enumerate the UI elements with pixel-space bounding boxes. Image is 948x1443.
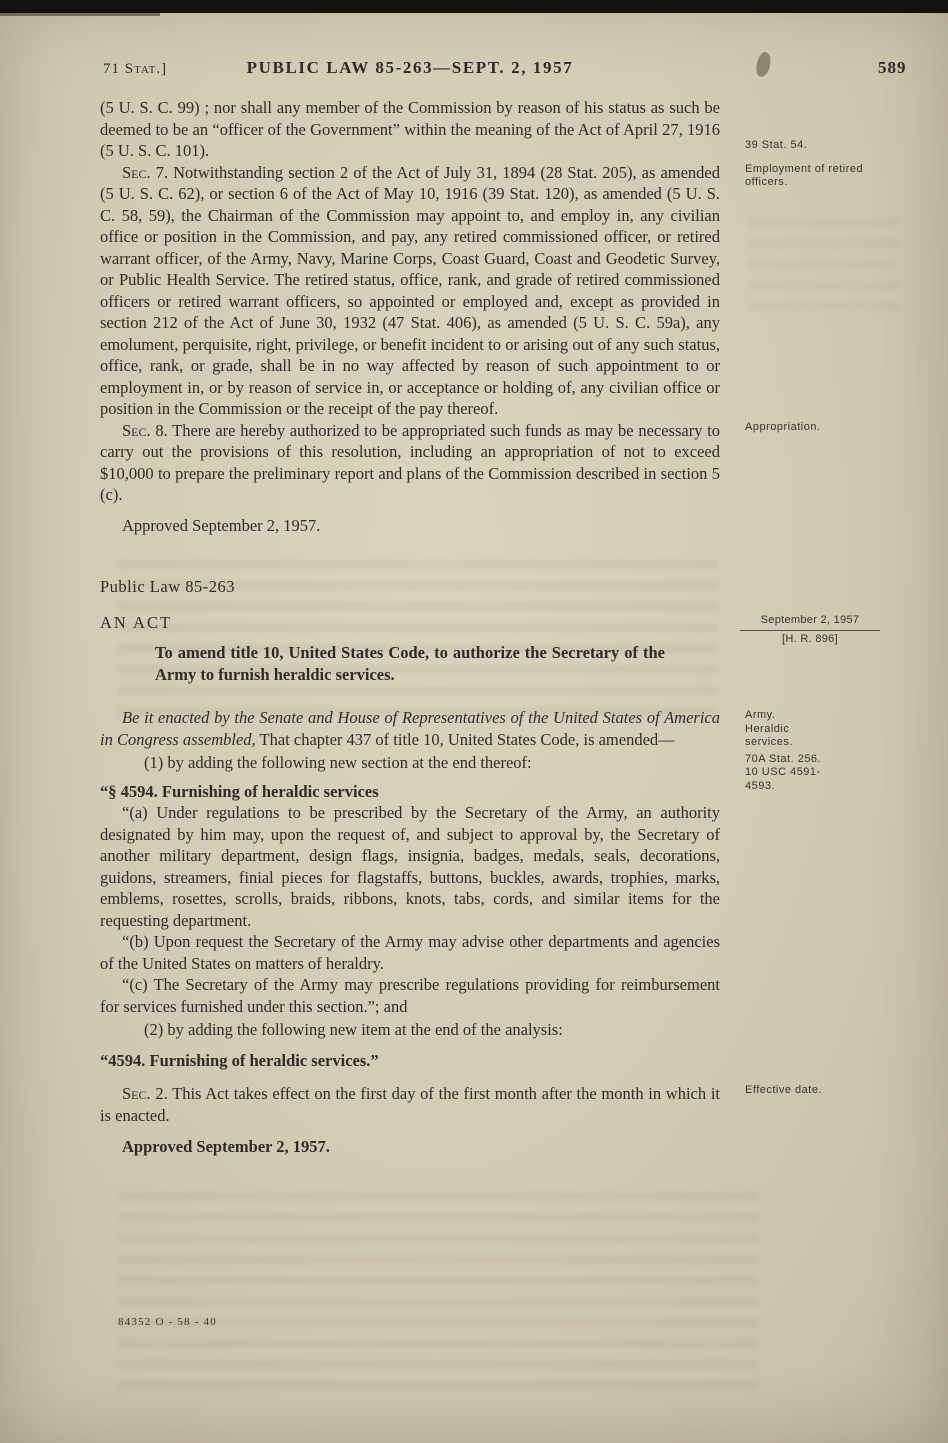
- section-8-text: There are hereby authorized to be appropriated such funds as may be necessary to carry out the provisions of this resolution, including an appropriation of not to exceed $10,000 to prepare the preliminary report and plans of the Commission described in section 5 (c).: [100, 420, 720, 504]
- margin-note-heraldic: Heraldic services.: [745, 722, 793, 748]
- analysis-table-item: “4594. Furnishing of heraldic services.”: [100, 1050, 379, 1070]
- bleed-through-artifact: [118, 1192, 758, 1397]
- running-head-title: PUBLIC LAW 85-263—SEPT. 2, 1957: [246, 58, 574, 77]
- margin-note-bill-number: [H. R. 896]: [782, 633, 838, 645]
- section-7-label: Sec. 7.: [122, 162, 169, 182]
- section-2-label: Sec. 2.: [122, 1084, 168, 1103]
- scan-smudge: [754, 51, 773, 78]
- margin-note-army: Army.: [745, 709, 776, 721]
- section-7-paragraph: [100, 162, 864, 420]
- approval-line-bold: Approved September 2, 1957.: [122, 1137, 330, 1156]
- margin-note-usc-cite: 10 USC 4591-4593.: [745, 766, 821, 792]
- margin-note-act-date: September 2, 1957: [740, 614, 880, 632]
- section-2-paragraph: [100, 1083, 823, 1126]
- margin-note-army-block: [745, 709, 837, 793]
- page-number: 589: [878, 58, 907, 77]
- continuation-text: (5 U. S. C. 99) ; nor shall any member of the Commission by reason of his status as such be deemed to be an “officer of the Government” within the meaning of the Act of April 27, 1916 (5 U. S. C. 101).: [100, 98, 720, 160]
- amendment-clause-1: (1) by adding the following new section at the end thereof:: [144, 753, 532, 772]
- bleed-through-artifact: [748, 218, 898, 313]
- section-8-paragraph: [100, 420, 821, 506]
- scan-edge-artifact: [0, 0, 948, 13]
- approval-line: Approved September 2, 1957.: [122, 515, 321, 535]
- margin-note-effective-date: Effective date.: [745, 1084, 823, 1096]
- section-7-text: Notwithstanding section 2 of the Act of July 31, 1894 (28 Stat. 205), as amended (5 U. S. C. 62), or section 6 of the Act of May 10, 1916 (39 Stat. 120), as amended (5 U. S. C. 58, 59), the Chairman of the Commission may appoint to, and employ in, any civilian office or position in the Commission, and pay, any retired commissioned officer, or retired warrant officer, of the Army, Navy, Marine Corps, Coast Guard, Coast and Geodetic Survey, or Public Health Service. The retired status, office, rank, and grade of retired commissioned officers or retired warrant officers, so appointed or employed and, except as provided in section 212 of the Act of June 30, 1932 (47 Stat. 406), as amended (5 U. S. C. 59a), any emolument, perquisite, right, privilege, or benefit incident to or arising out of any such status, office, rank, or grade, shall be in no way affected by reason of such appointment to or employment in, or by reason of service in, or acceptance or holding of, any civilian office or position in the Commission or the receipt of the pay thereof.: [100, 162, 721, 418]
- subsection-a-paragraph: “(a) Under regulations to be prescribed by the Secretary of the Army, an authority designated by him may, upon the request of, and subject to approval by, the Secretary of another military department, design flags, insignia, badges, medals, seals, decorations, guidons, streamers, finial pieces for flagstaffs, buttons, buckles, awards, trophies, marks, emblems, rosettes, scrolls, braids, ribbons, knots, tabs, cords, and similar items for the requesting department.: [100, 803, 720, 930]
- margin-note-employment: Employment of retired officers.: [745, 162, 864, 188]
- amendment-clause-2: (2) by adding the following new item at the end of the analysis:: [144, 1020, 563, 1039]
- section-8-label: Sec. 8.: [122, 420, 168, 440]
- new-section-heading: “§ 4594. Furnishing of heraldic services: [100, 781, 379, 801]
- margin-note-70a-stat: 70A Stat. 256.: [745, 752, 822, 765]
- margin-note-appropriation: Appropriation.: [745, 420, 821, 433]
- act-purpose: To amend title 10, United States Code, to authorize the Secretary of the Army to furnish heraldic services.: [155, 643, 665, 684]
- enacting-clause-roman: That chapter 437 of title 10, United States Code, is amended—: [259, 729, 675, 749]
- public-law-heading: Public Law 85-263: [100, 577, 235, 596]
- subsection-b-paragraph: “(b) Upon request the Secretary of the Army may advise other departments and agencies of the United States on matters of heraldry.: [100, 932, 720, 973]
- margin-note-date-block: [740, 614, 880, 647]
- printer-mark: 84352 O - 58 - 40: [118, 1316, 217, 1328]
- an-act-heading: [100, 612, 860, 645]
- section-2-text: This Act takes effect on the first day of the first month after the month in which it is enacted.: [100, 1084, 721, 1125]
- margin-note-39-stat: 39 Stat. 54.: [745, 139, 808, 151]
- continuation-paragraph: [100, 97, 808, 162]
- volume-citation: 71 Stat.]: [103, 61, 168, 77]
- subsection-c-paragraph: “(c) The Secretary of the Army may prescribe regulations providing for reimbursement for services furnished under this section.”; and: [100, 975, 720, 1016]
- main-text-column: [100, 97, 864, 1158]
- enacting-clause-italic: Be it enacted by the Senate and House of Representatives of the United States of America in Congress assembled,: [100, 708, 720, 749]
- an-act-label: AN ACT: [100, 612, 173, 632]
